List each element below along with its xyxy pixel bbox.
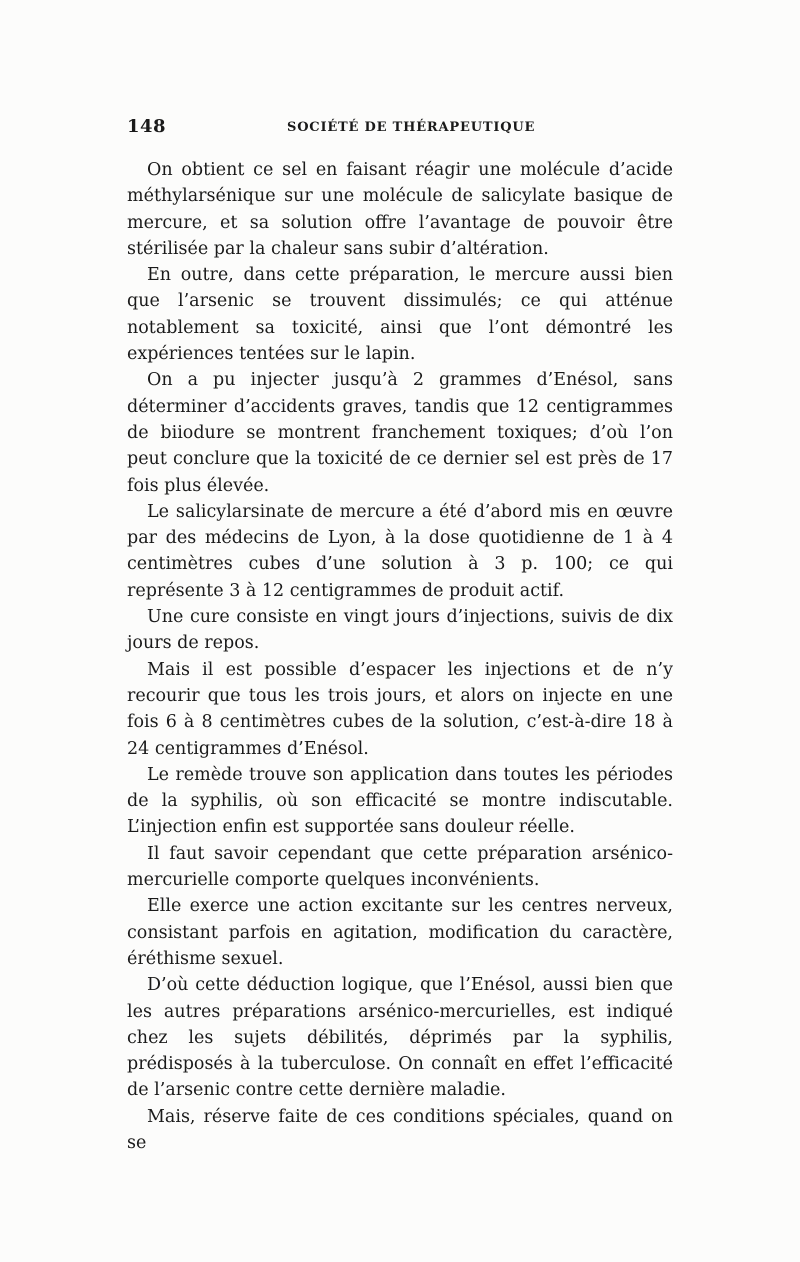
paragraph-continued: Mais, réserve faite de ces conditions spéciales, quand on se: [127, 1106, 673, 1153]
paragraph: Elle exerce une action excitante sur les centres nerveux, consistant parfois en agitation, modification du caractère, éréthisme sexuel.: [127, 896, 673, 969]
body-text: [127, 157, 673, 1156]
paragraph: Le salicylarsinate de mercure a été d’abord mis en œuvre par des médecins de Lyon, à la dose quotidienne de 1 à 4 centimètres cubes d’une solution à 3 p. 100; ce qui représente 3 à 12 centigrammes de produit actif.: [127, 501, 673, 601]
paragraph: En outre, dans cette préparation, le mercure aussi bien que l’arsenic se trouvent dissimulés; ce qui atténue notablement sa toxicité, ainsi que l’ont démontré les expériences tentées sur le lapin.: [127, 265, 673, 365]
paragraph: Une cure consiste en vingt jours d’injections, suivis de dix jours de repos.: [127, 607, 673, 654]
paragraph: Il faut savoir cependant que cette préparation arsénico-mercurielle comporte quelques inconvénients.: [127, 843, 673, 891]
journal-title: SOCIÉTÉ DE THÉRAPEUTIQUE: [287, 120, 536, 135]
paragraph: Mais il est possible d’espacer les injections et de n’y recourir que tous les trois jours, et alors on injecte en une fois 6 à 8 centimètres cubes de la solution, c’est-à-dire 18 à 24 centigrammes d’Enésol.: [127, 659, 673, 759]
paragraph: D’où cette déduction logique, que l’Enésol, aussi bien que les autres préparations arsénico-mercurielles, est indiqué chez les sujets débilités, déprimés par la syphilis, prédisposés à la tuberculose. On connaît en effet l’efficacité de l’arsenic contre cette dernière maladie.: [127, 975, 673, 1101]
page-number: 148: [127, 116, 167, 137]
paragraph: On a pu injecter jusqu’à 2 grammes d’Enésol, sans déterminer d’accidents graves, tandis que 12 centigrammes de biiodure se montrent franchement toxiques; d’où l’on peut conclure que la toxicité de ce dernier sel est près de 17 fois plus élevée.: [127, 370, 673, 496]
running-head: [127, 116, 677, 138]
paragraph: Le remède trouve son application dans toutes les périodes de la syphilis, où son efficacité se montre indiscutable. L’injection enfin est supportée sans douleur réelle.: [127, 764, 673, 838]
paragraph: On obtient ce sel en faisant réagir une molécule d’acide méthylarsénique sur une molécule de salicylate basique de mercure, et sa solution offre l’avantage de pouvoir être stérilisée par la chaleur sans subir d’altération.: [127, 160, 673, 259]
